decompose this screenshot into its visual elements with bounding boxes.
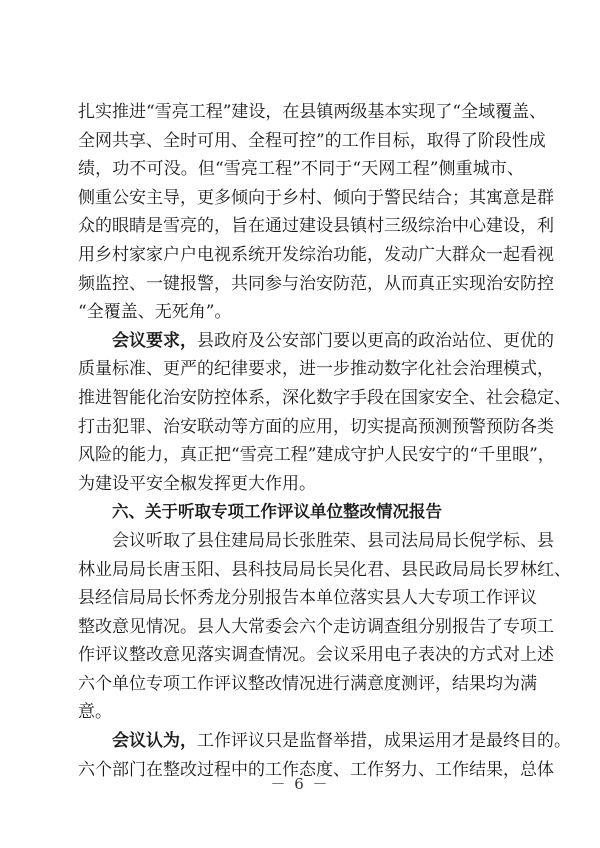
paragraph-line: 县经信局局长怀秀龙分别报告本单位落实县人大专项工作评议 [78, 588, 537, 609]
paragraph-line: 质量标准、更严的纪律要求，进一步推动数字化社会治理模式， [78, 359, 554, 380]
paragraph-first-line [78, 327, 554, 356]
paragraph-line: 六个单位专项工作评议整改情况进行满意度测评，结果均为满 [78, 673, 537, 694]
paragraph-line: 扎实推进“雪亮工程”建设，在县镇两级基本实现了“全域覆盖、 [78, 102, 547, 122]
paragraph-line: 全网共享、全时可用、全程可控”的工作目标，取得了阶段性成 [78, 130, 546, 151]
paragraph-line: 侧重公安主导，更多倾向于乡村、倾向于警民结合；其寓意是群 [78, 187, 554, 208]
paragraph-line: 众的眼睛是雪亮的，旨在通过建设县镇村三级综治中心建设，利 [78, 216, 554, 237]
paragraph-line: 作评议整改意见落实调查情况。会议采用电子表决的方式对上述 [78, 645, 554, 666]
paragraph-lead: 会议要求， [112, 330, 197, 351]
paragraph-line: “全覆盖、无死角”。 [78, 302, 232, 323]
paragraph-line: 意。 [78, 702, 112, 723]
paragraph-line: 风险的能力，真正把“雪亮工程”建成守护人民安宁的“千里眼”， [78, 445, 555, 466]
paragraph-line-text: 县政府及公安部门要以更高的政治站位、更优的 [197, 330, 554, 351]
paragraph-line: 绩，功不可没。但“雪亮工程”不同于“天网工程”侧重城市、 [78, 159, 524, 180]
section-heading: 六、关于听取专项工作评议单位整改情况报告 [112, 502, 442, 522]
paragraph-line: 打击犯罪、治安联动等方面的应用，切实提高预测预警预防各类 [78, 416, 554, 437]
paragraph-line: 六个部门在整改过程中的工作态度、工作努力、工作结果，总体 [78, 759, 554, 780]
paragraph-first-line: 会议听取了县住建局局长张胜荣、县司法局局长倪学标、县 [112, 530, 554, 551]
paragraph-first-line [78, 727, 571, 756]
paragraph-line: 林业局局长唐玉阳、县科技局局长吴化君、县民政局局长罗林红、 [78, 559, 571, 580]
body-text [78, 98, 571, 784]
paragraph-line: 为建设平安全椒发挥更大作用。 [78, 473, 316, 494]
paragraph-lead: 会议认为， [112, 731, 197, 752]
paragraph-line-text: 工作评议只是监督举措，成果运用才是最终目的。 [197, 731, 571, 752]
paragraph-line: 推进智能化治安防控体系，深化数字手段在国家安全、社会稳定、 [78, 387, 571, 408]
page-number: － 6 － [270, 775, 330, 793]
paragraph-line: 整改意见情况。县人大常委会六个走访调查组分别报告了专项工 [78, 616, 554, 637]
paragraph-line: 用乡村家家户户电视系统开发综治功能，发动广大群众一起看视 [78, 244, 554, 265]
paragraph-line: 频监控、一键报警，共同参与治安防范，从而真正实现治安防控 [78, 273, 554, 294]
